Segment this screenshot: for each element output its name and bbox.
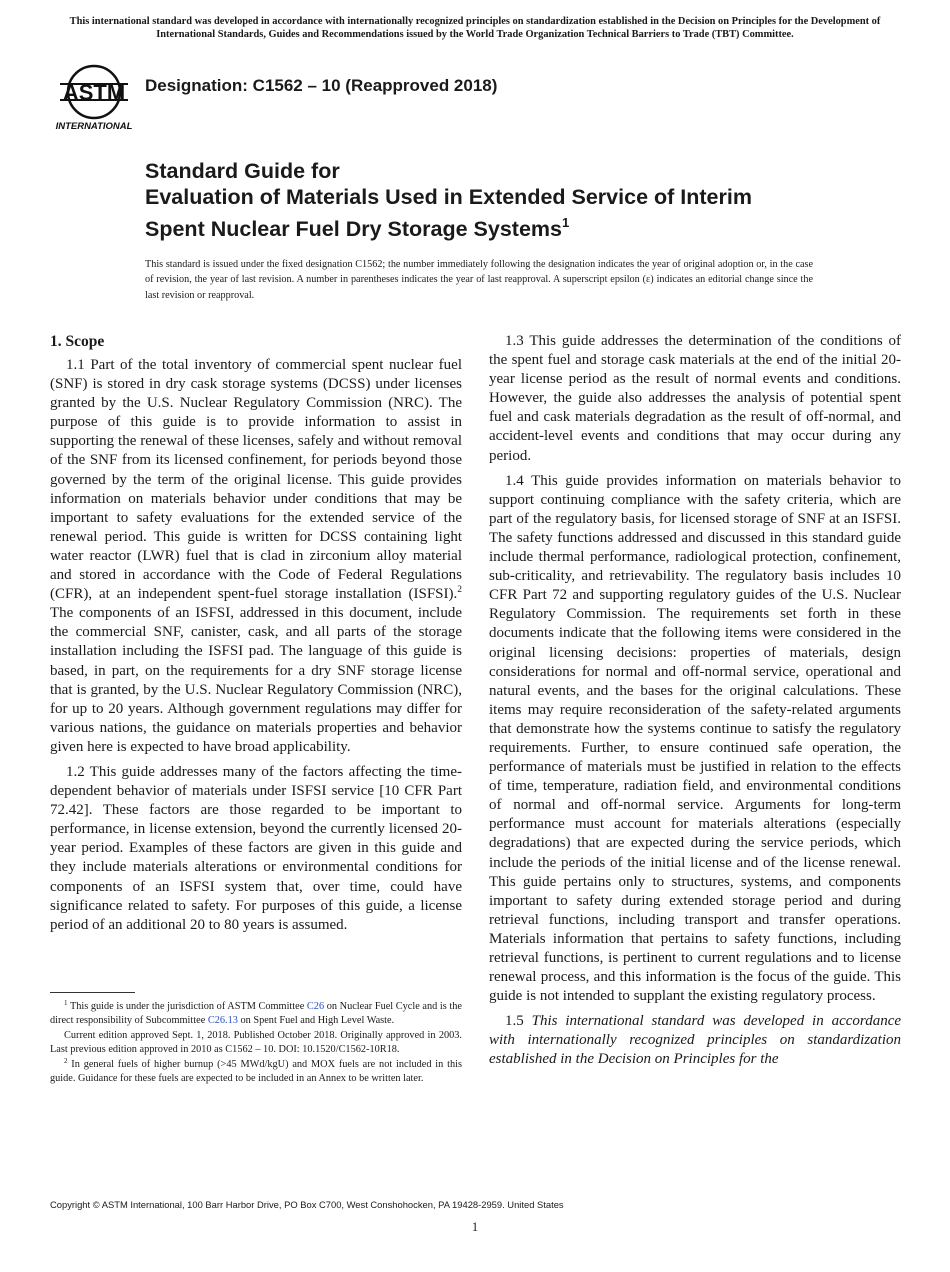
paragraph-1-1-text-a: 1.1 Part of the total inventory of commercial spent nuclear fuel (SNF) is stored in dry cask storage systems (DCSS) under licenses granted by the U.S. Nuclear Regulatory Commission (NRC). The purpose of this guide is to provide information to assist in supporting the renewal of these licenses, safely and without removal of the SNF from its licensed confinement, for periods beyond those governed by the term of the original license. This guide provides information on materials behavior under conditions that may be important to safety evaluations for the extended service of the renewal period. This guide is written for DCSS containing light water reactor (LWR) fuel that is clad in zirconium alloy material and stored in accordance with the Code of Federal Regulations (CFR), at an independent spent-fuel storage installation (ISFSI). [50,357,462,603]
paragraph-1-1-text-b: The components of an ISFSI, addressed in this document, include the commercial SNF, canister, cask, and all parts of the storage installation including the ISFSI pad. The language of this guide is based, in part, on the requirements for a dry SNF storage license that is granted, by the U.S. Nuclear Regulatory Commission (NRC), for up to 20 years. Although government regulations may differ for various nations, the guidance on materials properties and behavior given here is expected to have broad applicability. [50,605,462,755]
right-column [489,332,901,1076]
footnote-2-mark: 2 [64,1057,68,1065]
paragraph-1-3: 1.3 This guide addresses the determination of the conditions of the spent fuel and storage cask materials at the end of the initial 20-year license period as the result of normal events and conditions. However, the guide also addresses the analysis of potential spent fuel and cask materials degradation as the result of off-normal, and accident-level events and conditions that may occur during any period. [489,333,901,464]
page-number: 1 [471,1220,479,1234]
logo-caption: INTERNATIONAL [55,121,133,132]
footnotes [50,1000,462,1087]
title-line-2: Evaluation of Materials Used in Extended Service of Interim [145,185,752,209]
paragraph-1-2: 1.2 This guide addresses many of the factors affecting the time-dependent behavior of materials under ISFSI service [10 CFR Part 72.42]. These factors are those regarded to be important to performance, in license extension, beyond the currently licensed 20-year period. Examples of these factors are given in this guide and they include materials alterations or environmental conditions for components of an ISFSI system that, over time, could have significance related to safety. For purposes of this guide, a license period of an additional 20 to 80 years is assumed. [50,763,462,933]
footnote-1 [50,1000,462,1028]
paragraph-1-1 [50,356,462,757]
footnote-1-text-b: on Nuclear Fuel Cycle and is the direct responsibility of Subcommittee [50,1001,462,1026]
footnote-1-text-c: on Spent Fuel and High Level Waste. [237,1015,395,1026]
document-title [145,158,885,242]
issued-note: This standard is issued under the fixed designation C1562; the number immediately following the designation indicates the year of original adoption or, in the case of revision, the year of last revision. A number in parentheses indicates the year of last reapproval. A superscript epsilon (ε) indicates an editorial change since the last revision or reapproval. [145,259,813,301]
paragraph-1-5 [489,1012,901,1069]
paragraph-1-4: 1.4 This guide provides information on materials behavior to support continuing compliance with the safety criteria, which are part of the regulatory basis, for licensed storage of SNF at an ISFSI. The safety functions addressed and discussed in this standard guide include thermal performance, radiological protection, confinement, sub-criticality, and retrievability. The regulatory basis includes 10 CFR Part 72 and supporting regulatory guides of the U.S. Nuclear Regulatory Commission. The requirements set forth in these documents indicate that the following items were considered in the original licensing decisions: properties of materials, design considerations for normal and off-normal service, operational and natural events, and the bases for the original calculations. These items may require reconsideration of the safety-related arguments that demonstrate how the systems continue to satisfy the regulatory requirements. Further, to ensure continued safe operation, the performance of materials must be justified in relation to the effects of time, temperature, radiation field, and environmental conditions of normal and off-normal service. Arguments for long-term performance must account for materials alterations (especially degradations) that are expected during the service periods, which include the periods of the initial license and of the license renewal. This guide pertains only to structures, systems, and components important to safety during extended storage period and during retrieval functions, including transport and transfer operations. Materials information that pertains to safety functions, including retrieval functions, is pertinent to current regulations and to license renewal process, and this information is the focus of the guide. This guide is not intended to supplant the existing regulatory process. [489,472,901,1005]
copyright-notice: Copyright © ASTM International, 100 Barr Harbor Drive, PO Box C700, West Conshohocken, PA 19428-2959. United States [50,1199,564,1210]
footnote-2 [50,1058,462,1086]
edition-note: Current edition approved Sept. 1, 2018. Published October 2018. Originally approved in 2003. Last previous edition approved in 2010 as C1562 – 10. DOI: 10.1520/C1562-10R18. [50,1030,462,1055]
footnote-ref-2: 2 [457,585,462,596]
footnote-2-text: In general fuels of higher burnup (>45 MWd/kgU) and MOX fuels are not included in this guide. Guidance for these fuels are expected to be included in an Annex to be written later. [50,1059,462,1084]
left-column [50,332,462,941]
title-footnote-mark: 1 [562,215,570,230]
title-line-3-text: Spent Nuclear Fuel Dry Storage Systems [145,217,563,241]
designation: Designation: C1562 – 10 (Reapproved 2018) [145,76,498,95]
paragraph-1-5-number: 1.5 [505,1013,532,1030]
title-line-3 [145,210,885,242]
title-line-1: Standard Guide for [145,159,340,183]
committee-c26-link[interactable]: C26 [306,1001,325,1012]
logo-text: ASTM [62,80,126,105]
footnote-divider [50,992,135,993]
footnote-1-mark: 1 [64,999,68,1007]
section-heading: 1. Scope [50,333,105,350]
tbt-notice: This international standard was developed in accordance with internationally recognized principles on standardization established in the Decision on Principles for the Development of International Standards, Guides and Recommendations issued by the World Trade Organization Technical Barriers to Trade (TBT) Committee. [69,16,881,40]
astm-logo [52,54,136,134]
subcommittee-c26-13-link[interactable]: C26.13 [207,1015,238,1026]
footnote-1-text-a: This guide is under the jurisdiction of ASTM Committee [67,1001,307,1012]
paragraph-1-5-text: This international standard was developed in accordance with internationally recognized principles on standardization established in the Decision on Principles for the [489,1013,902,1068]
